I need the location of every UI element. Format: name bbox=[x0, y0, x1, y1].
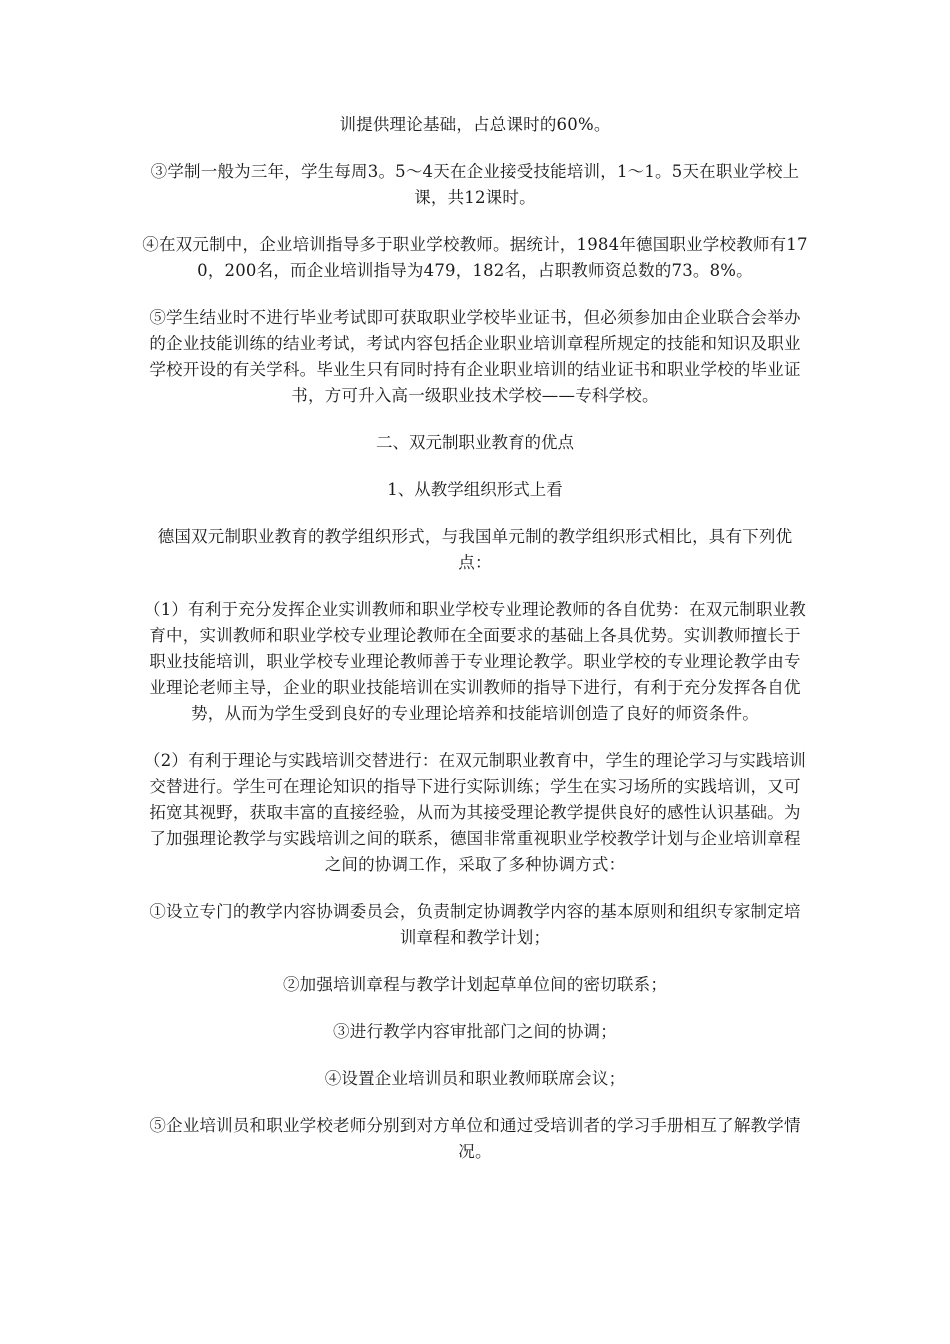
paragraph-graduation: ⑤学生结业时不进行毕业考试即可获取职业学校毕业证书，但必须参加由企业联合会举办的企业技能训练的结业考试，考试内容包括企业职业培训章程所规定的技能和知识及职业学校开设的有关学科。毕业生只有同时持有企业职业培训的结业证书和职业学校的毕业证书，方可升入高一级职业技术学校——专科学校。 bbox=[149, 308, 801, 405]
paragraph-advantage-2: （2）有利于理论与实践培训交替进行：在双元制职业教育中，学生的理论学习与实践培训交替进行。学生可在理论知识的指导下进行实际训练；学生在实习场所的实践培训，又可拓宽其视野，获取丰富的直接经验，从而为其接受理论教学提供良好的感性认识基础。为了加强理论教学与实践培训之间的联系，德国非常重视职业学校教学计划与企业培训章程之间的协调工作，采取了多种协调方式： bbox=[144, 751, 806, 874]
subsection-heading: 1、从教学组织形式上看 bbox=[387, 480, 563, 499]
list-item-coordination-4: ④设置企业培训员和职业教师联席会议； bbox=[324, 1069, 626, 1088]
paragraph-school-system: ③学制一般为三年，学生每周3。5～4天在企业接受技能培训，1～1。5天在职业学校上课，共12课时。 bbox=[150, 162, 800, 207]
paragraph-intro-advantages: 德国双元制职业教育的教学组织形式，与我国单元制的教学组织形式相比，具有下列优点： bbox=[157, 527, 793, 572]
paragraph-trainer-statistics: ④在双元制中，企业培训指导多于职业学校教师。据统计，1984年德国职业学校教师有170，200名，而企业培训指导为479，182名，占职教师资总数的73。8%。 bbox=[142, 235, 808, 280]
paragraph-theory-basis: 训提供理论基础，占总课时的60%。 bbox=[339, 115, 611, 134]
paragraph-advantage-1: （1）有利于充分发挥企业实训教师和职业学校专业理论教师的各自优势：在双元制职业教育中，实训教师和职业学校专业理论教师在全面要求的基础上各具优势。实训教师擅长于职业技能培训，职业学校专业理论教师善于专业理论教学。职业学校的专业理论教学由专业理论老师主导，企业的职业技能培训在实训教师的指导下进行，有利于充分发挥各自优势，从而为学生受到良好的专业理论培养和技能培训创造了良好的师资条件。 bbox=[144, 600, 806, 723]
list-item-coordination-1: ①设立专门的教学内容协调委员会，负责制定协调教学内容的基本原则和组织专家制定培训章程和教学计划； bbox=[149, 902, 801, 947]
document-page bbox=[142, 112, 808, 1186]
list-item-coordination-5: ⑤企业培训员和职业学校老师分别到对方单位和通过受培训者的学习手册相互了解教学情况。 bbox=[149, 1116, 801, 1161]
list-item-coordination-2: ②加强培训章程与教学计划起草单位间的密切联系； bbox=[282, 975, 668, 994]
section-heading: 二、双元制职业教育的优点 bbox=[376, 433, 574, 452]
list-item-coordination-3: ③进行教学内容审批部门之间的协调； bbox=[333, 1022, 617, 1041]
